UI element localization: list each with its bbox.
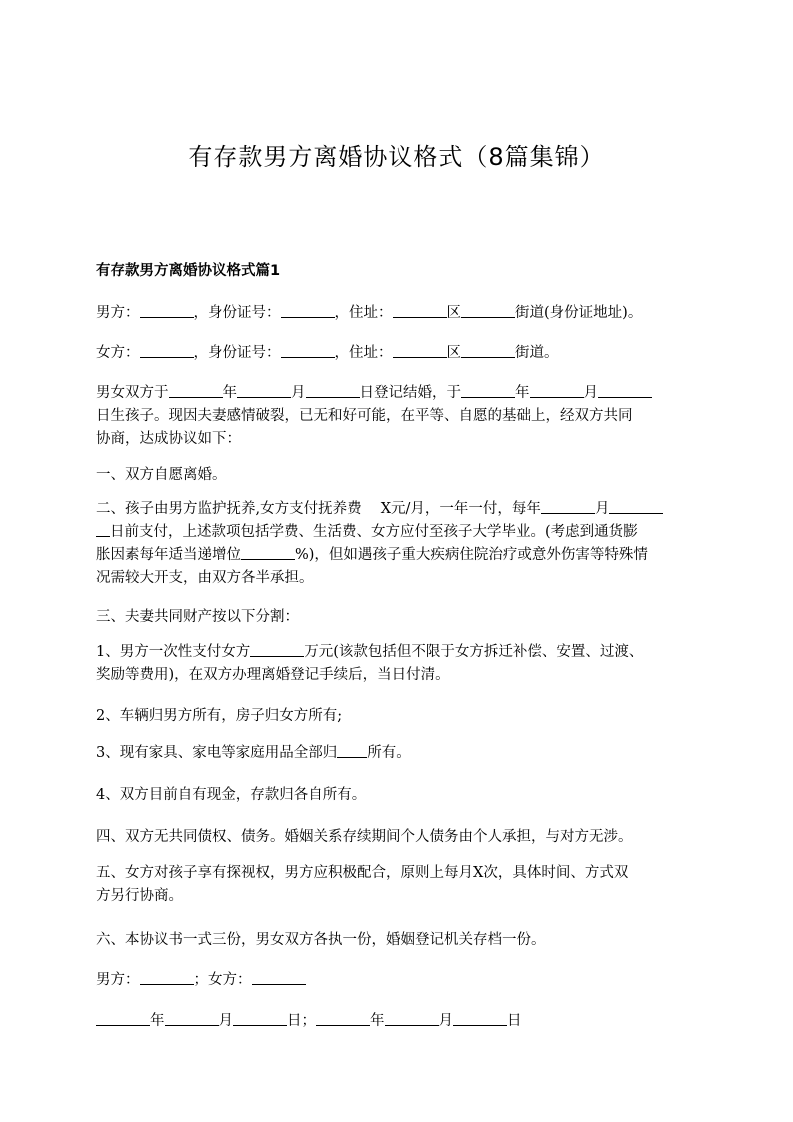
- blank-field: [165, 1011, 219, 1027]
- clause-3-3: [96, 742, 696, 765]
- blank-field: [96, 522, 110, 538]
- label: ，身份证号：: [193, 305, 281, 321]
- text: 协商，达成协议如下：: [96, 431, 241, 447]
- document-title: 有存款男方离婚协议格式（8篇集锦）: [188, 143, 605, 171]
- section-heading: 有存款男方离婚协议格式篇1: [96, 263, 281, 279]
- male-info-line: [96, 302, 696, 325]
- text: 年: [370, 1013, 385, 1029]
- text: 3、现有家具、家电等家庭用品全部归: [96, 745, 338, 761]
- blank-field: [530, 383, 584, 399]
- blank-field: [461, 383, 515, 399]
- text: 月: [594, 501, 610, 517]
- blank-field: [241, 545, 295, 561]
- blank-field: [461, 303, 515, 319]
- text: 所有。: [367, 745, 411, 761]
- text: 胀因素每年适当递增位: [96, 547, 241, 563]
- label: ，住址：: [334, 305, 393, 321]
- clause-3-1: [96, 641, 696, 687]
- label: 区: [446, 345, 461, 361]
- clause-3: 三、夫妻共同财产按以下分割：: [96, 609, 299, 625]
- blank-field: [140, 303, 194, 319]
- text: 年: [515, 385, 530, 401]
- blank-field: [252, 970, 306, 986]
- blank-field: [385, 1011, 439, 1027]
- text: 女方：: [208, 972, 252, 988]
- clause-1: 一、双方自愿离婚。: [96, 467, 227, 483]
- label: 男方：: [96, 305, 140, 321]
- text: ；: [193, 972, 208, 988]
- blank-field: [393, 343, 447, 359]
- marriage-paragraph: [96, 382, 696, 451]
- label: 街道(身份证地址)。: [515, 305, 643, 321]
- text: 1、男方一次性支付女方: [96, 644, 251, 660]
- text: 日登记结婚，于: [359, 385, 461, 401]
- clause-5: [96, 862, 696, 908]
- blank-field: [393, 303, 447, 319]
- label: 街道。: [515, 345, 559, 361]
- clause-3-4: 4、双方目前自有现金，存款归各自所有。: [96, 787, 367, 803]
- text: 年: [222, 385, 237, 401]
- text: 五、女方对孩子享有探视权，男方应积极配合，原则上每月X次，具体时间、方式双: [96, 865, 629, 881]
- text: 月: [218, 1013, 233, 1029]
- blank-field: [140, 970, 194, 986]
- blank-field: [609, 499, 663, 515]
- clause-2: [96, 498, 696, 590]
- clause-6: 六、本协议书一式三份，男女双方各执一份，婚姻登记机关存档一份。: [96, 932, 546, 948]
- text: 月: [438, 1013, 453, 1029]
- text: 万元(该款包括但不限于女方拆迁补偿、安置、过渡、: [304, 644, 644, 660]
- text: 月: [583, 385, 598, 401]
- blank-field: [306, 383, 360, 399]
- clause-4: 四、双方无共同债权、债务。婚姻关系存续期间个人债务由个人承担，与对方无涉。: [96, 829, 633, 845]
- blank-field: [96, 1011, 150, 1027]
- text: 日前支付，上述款项包括学费、生活费、女方应付至孩子大学毕业。(考虑到通货膨: [110, 524, 638, 540]
- blank-field: [598, 383, 652, 399]
- blank-field: [316, 1011, 370, 1027]
- label: 女方：: [96, 345, 140, 361]
- text: 男女双方于: [96, 385, 169, 401]
- text: 年: [150, 1013, 165, 1029]
- text: 日；: [287, 1013, 316, 1029]
- blank-field: [461, 343, 515, 359]
- blank-field: [337, 743, 367, 759]
- text: 二、孩子由男方监护抚养,女方支付抚养费 X元/月，一年一付，每年: [96, 501, 541, 517]
- blank-field: [541, 499, 595, 515]
- text: 月: [291, 385, 306, 401]
- female-info-line: [96, 342, 696, 365]
- text: 男方：: [96, 972, 140, 988]
- blank-field: [250, 642, 304, 658]
- blank-field: [140, 343, 194, 359]
- text: 况需较大开支，由双方各半承担。: [96, 570, 314, 586]
- blank-field: [281, 343, 335, 359]
- text: 日生孩子。现因夫妻感情破裂，已无和好可能，在平等、自愿的基础上，经双方共同: [96, 408, 633, 424]
- blank-field: [237, 383, 291, 399]
- text: %)，但如遇孩子重大疾病住院治疗或意外伤害等特殊情: [295, 547, 648, 563]
- signature-line: [96, 969, 696, 992]
- clause-3-2: 2、车辆归男方所有，房子归女方所有;: [96, 708, 343, 724]
- blank-field: [169, 383, 223, 399]
- blank-field: [233, 1011, 287, 1027]
- blank-field: [281, 303, 335, 319]
- label: ，身份证号：: [193, 345, 281, 361]
- text: 方另行协商。: [96, 888, 183, 904]
- blank-field: [453, 1011, 507, 1027]
- text: 日: [507, 1013, 522, 1029]
- text: 奖励等费用)，在双方办理离婚登记手续后，当日付清。: [96, 667, 450, 683]
- label: ，住址：: [334, 345, 393, 361]
- date-line: [96, 1010, 696, 1033]
- label: 区: [446, 305, 461, 321]
